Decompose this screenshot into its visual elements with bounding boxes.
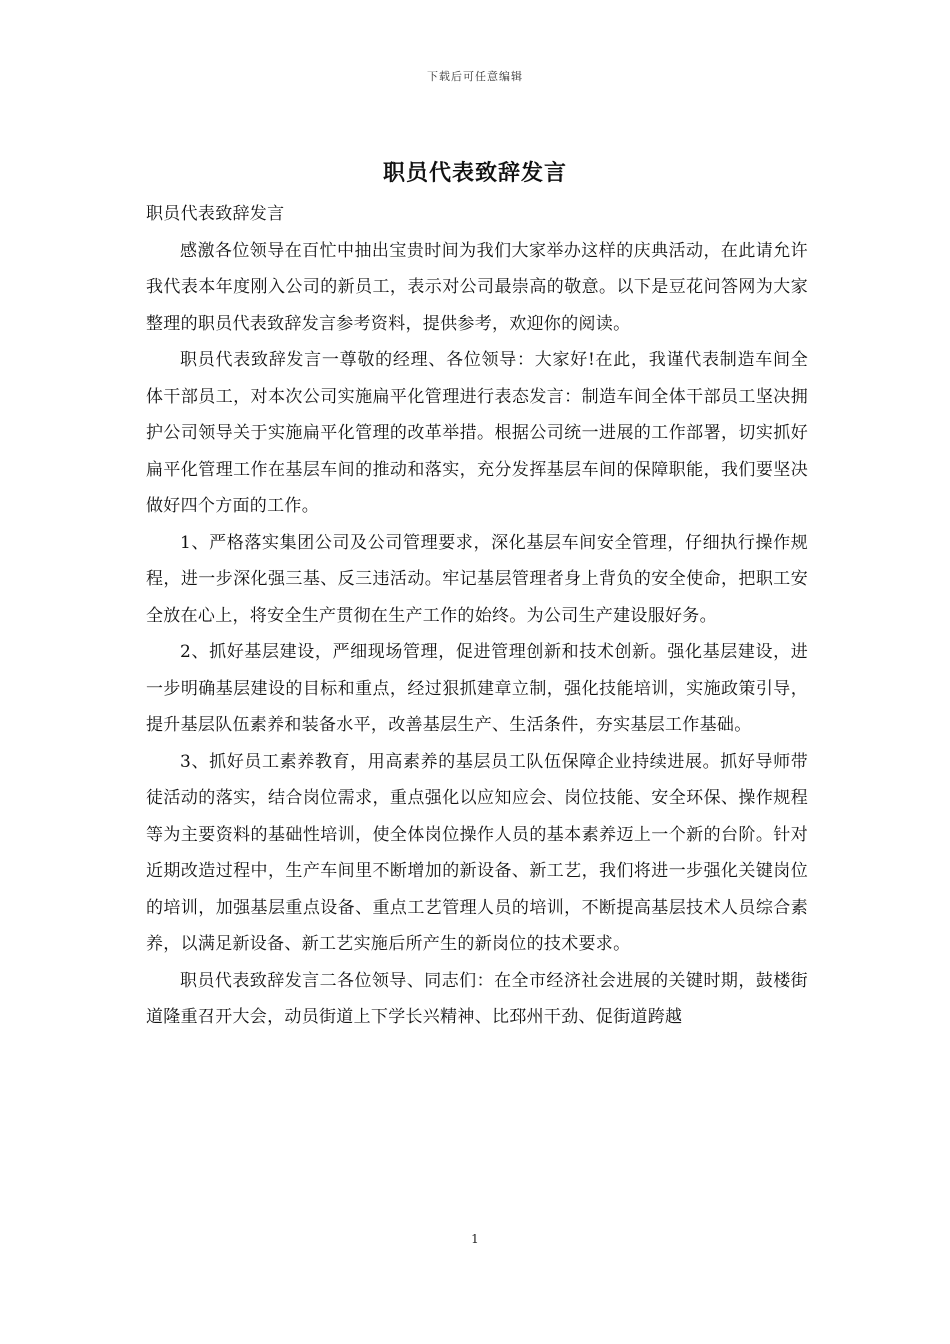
page-number: 1 <box>471 1232 479 1246</box>
paragraph-speech-two: 职员代表致辞发言二各位领导、同志们：在全市经济社会进展的关键时期，鼓楼街道隆重召开大会，动员街道上下学长兴精神、比邳州干劲、促街道跨越 <box>146 970 808 1027</box>
paragraph-item-1: 1、严格落实集团公司及公司管理要求，深化基层车间安全管理，仔细执行操作规程，进一步深化强三基、反三违活动。牢记基层管理者身上背负的安全使命，把职工安全放在心上，将安全生产贯彻在生产工作的始终。为公司生产建设服好务。 <box>146 532 808 626</box>
document-subtitle: 职员代表致辞发言 <box>146 204 285 224</box>
document-body <box>146 196 808 1036</box>
paragraph-speech-one: 职员代表致辞发言一尊敬的经理、各位领导：大家好!在此，我谨代表制造车间全体干部员工，对本次公司实施扁平化管理进行表态发言：制造车间全体干部员工坚决拥护公司领导关于实施扁平化管理的改革举措。根据公司统一进展的工作部署，切实抓好扁平化管理工作在基层车间的推动和落实，充分发挥基层车间的保障职能，我们要坚决做好四个方面的工作。 <box>146 350 808 516</box>
paragraph-intro: 感激各位领导在百忙中抽出宝贵时间为我们大家举办这样的庆典活动，在此请允许我代表本年度刚入公司的新员工，表示对公司最崇高的敬意。以下是豆花问答网为大家整理的职员代表致辞发言参考资料，提供参考，欢迎你的阅读。 <box>146 240 808 334</box>
header-note: 下载后可任意编辑 <box>427 70 523 83</box>
document-title: 职员代表致辞发言 <box>382 161 567 186</box>
paragraph-item-3: 3、抓好员工素养教育，用高素养的基层员工队伍保障企业持续进展。抓好导师带徒活动的落实，结合岗位需求，重点强化以应知应会、岗位技能、安全环保、操作规程等为主要资料的基础性培训，使全体岗位操作人员的基本素养迈上一个新的台阶。针对近期改造过程中，生产车间里不断增加的新设备、新工艺，我们将进一步强化关键岗位的培训，加强基层重点设备、重点工艺管理人员的培训，不断提高基层技术人员综合素养，以满足新设备、新工艺实施后所产生的新岗位的技术要求。 <box>146 751 808 954</box>
paragraph-item-2: 2、抓好基层建设，严细现场管理，促进管理创新和技术创新。强化基层建设，进一步明确基层建设的目标和重点，经过狠抓建章立制，强化技能培训，实施政策引导，提升基层队伍素养和装备水平，改善基层生产、生活条件，夯实基层工作基础。 <box>146 642 808 735</box>
